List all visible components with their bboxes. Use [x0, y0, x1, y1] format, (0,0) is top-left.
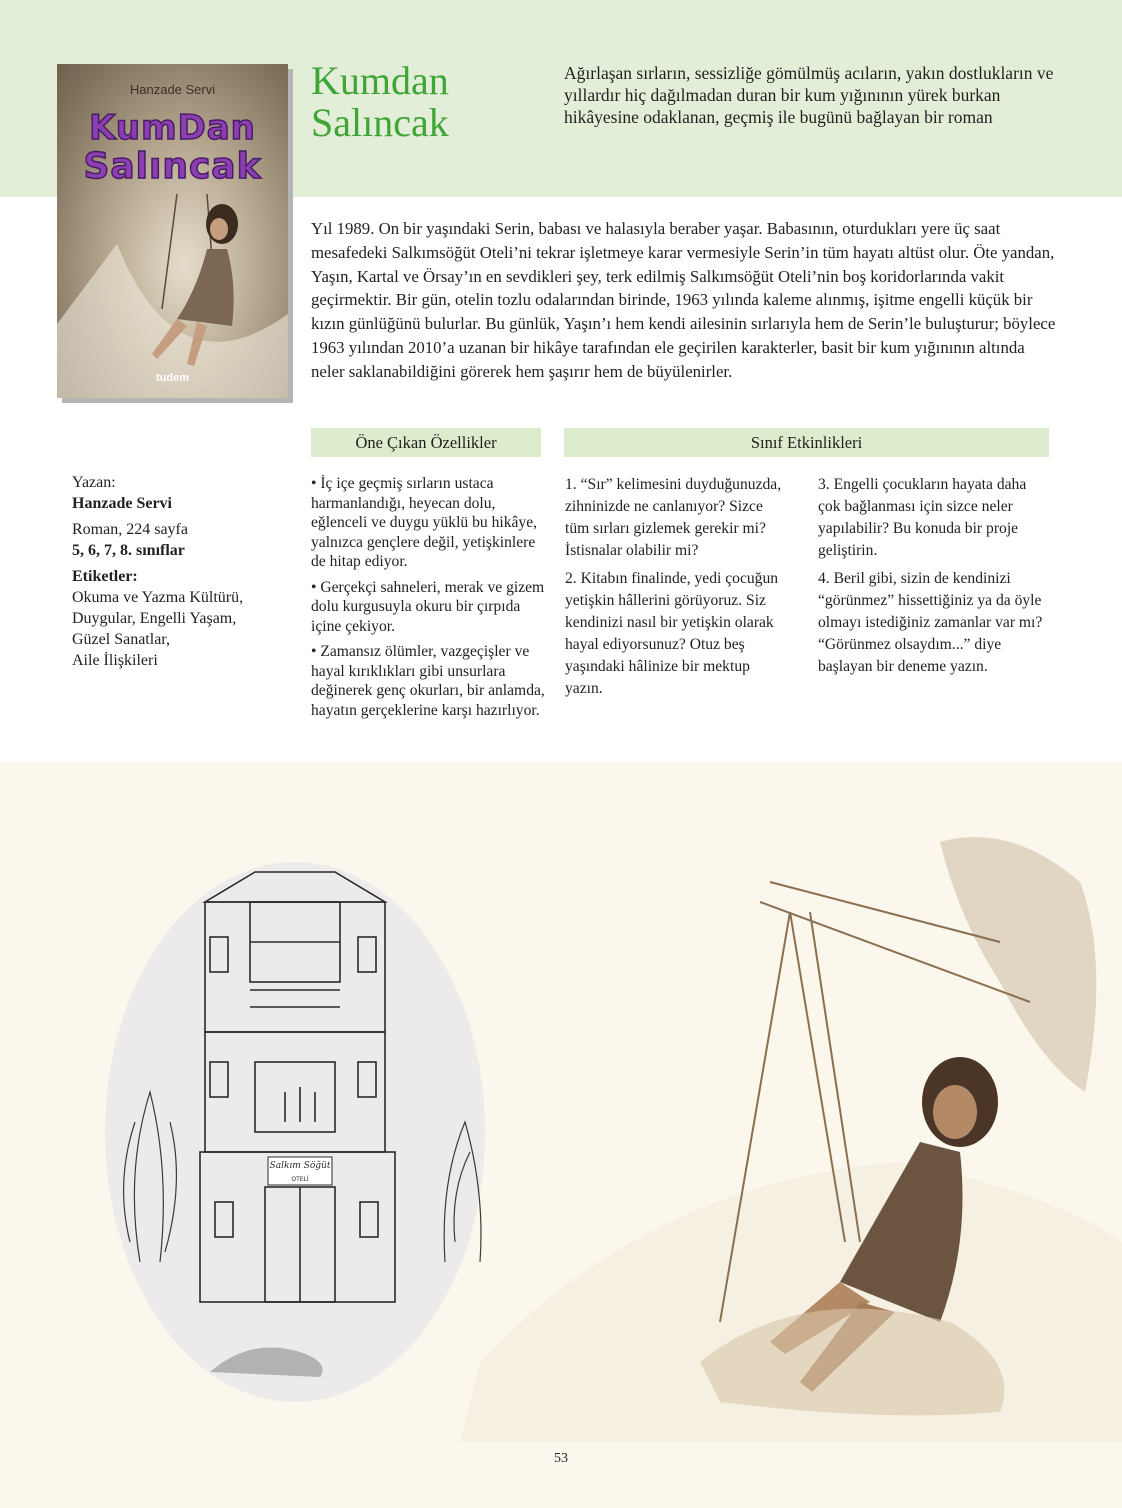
- activities-column-2: [818, 474, 1043, 684]
- cover-title-line2: Salıncak: [83, 146, 262, 187]
- activities-column-1: [565, 474, 790, 706]
- feature-item: • İç içe geçmiş sırların ustaca harmanlandığı, heyecan dolu, eğlenceli ve duygu yüklü bu hikâye, yalnızca gençlere değil, yetişkinlere de hitap ediyor.: [311, 475, 538, 570]
- feature-item: • Gerçekçi sahneleri, merak ve gizem dolu kurgusuyla okuru bir çırpıda içine çekiyor.: [311, 578, 545, 635]
- tags-label: Etiketler:: [72, 568, 138, 585]
- hotel-sign-name: Salkım Söğüt: [269, 1161, 331, 1171]
- book-cover: [57, 64, 288, 398]
- bottom-illustration: [0, 762, 1122, 1442]
- book-meta: [72, 472, 282, 671]
- tags-line: Aile İlişkileri: [72, 652, 158, 669]
- girl-on-swing-illustration: [460, 837, 1122, 1442]
- features-heading: Öne Çıkan Özellikler: [311, 428, 541, 457]
- activity-item: 2. Kitabın finalinde, yedi çocuğun yetişkin hâllerini görüyoruz. Siz kendinizi nasıl bir yetişkin olarak hayal ediyorsunuz? Otuz beş yaşındaki hâlinize bir mektup yazın.: [565, 570, 779, 697]
- activity-item: 3. Engelli çocukların hayata daha çok bağlanması için sizce neler yapılabilir? Bu konuda bir proje geliştirin.: [818, 476, 1027, 559]
- features-list: [311, 474, 551, 726]
- activity-item: 1. “Sır” kelimesini duyduğunuzda, zihninizde ne canlanıyor? Sizce tüm sırları gizlemek gerekir mi? İstisnalar olabilir mi?: [565, 476, 782, 559]
- book-title: [311, 60, 551, 144]
- grade-levels: 5, 6, 7, 8. sınıflar: [72, 542, 185, 559]
- feature-item: • Zamansız ölümler, vazgeçişler ve hayal kırıklıkları gibi unsurlara değinerek genç okurları, bir anlamda, hayatın gerçeklerine karşı hazırlıyor.: [311, 643, 545, 719]
- cover-author: Hanzade Servi: [129, 82, 216, 97]
- author-name: Hanzade Servi: [72, 495, 172, 512]
- book-summary: Yıl 1989. On bir yaşındaki Serin, babası ve halasıyla beraber yaşar. Babasının, oturdukları yere üç saat mesafedeki Salkımsöğüt Oteli’ni tekrar işletmeye karar vermesiyle Serin’in tüm hayatı altüst olur. Öte yandan, Yaşın, Kartal ve Örsay’ın en sevdikleri şey, terk edilmiş Salkımsöğüt Oteli’nin boş koridorlarında vakit geçirmektir. Bir gün, otelin tozlu odalarından birinde, 1963 yılında kaleme alınmış, işitme engelli küçük bir kızın günlüğünü bulurlar. Bu günlük, Yaşın’ı hem kendi ailesinin sırlarıyla hem de Serin’le buluşturur; böylece 1963 yılından 2010’a uzanan bir hikâye tarafından ele geçirilen karakterler, basit bir kum yığınının altında neler saklanabildiğini görerek hem şaşırır hem de büyülenirler.: [311, 219, 1056, 381]
- cover-title-line1: KumDan: [89, 108, 256, 148]
- tags-line: Güzel Sanatlar,: [72, 631, 170, 648]
- hotel-sign-subtitle: OTELİ: [291, 1176, 309, 1183]
- book-format: Roman, 224 sayfa: [72, 521, 188, 538]
- author-label: Yazan:: [72, 474, 116, 491]
- tags-line: Okuma ve Yazma Kültürü,: [72, 589, 244, 606]
- page-number: 53: [554, 1451, 568, 1466]
- tags-line: Duygular, Engelli Yaşam,: [72, 610, 237, 627]
- hotel-sketch-illustration: [105, 862, 485, 1402]
- book-title-line2: Salıncak: [311, 100, 449, 145]
- book-title-line1: Kumdan: [311, 58, 449, 103]
- activities-heading: Sınıf Etkinlikleri: [564, 428, 1049, 457]
- book-tagline: Ağırlaşan sırların, sessizliğe gömülmüş acıların, yakın dostlukların ve yıllardır hiç dağılmadan duran bir kum yığınının yürek burkan hikâyesine odaklanan, geçmiş ile bugünü bağlayan bir roman: [564, 63, 1054, 127]
- cover-publisher: tudem: [156, 372, 189, 384]
- activity-item: 4. Beril gibi, sizin de kendinizi “görünmez” hissettiğiniz ya da öyle olmayı istediğiniz zamanlar var mı? “Görünmez olsaydım...” diye başlayan bir deneme yazın.: [818, 570, 1043, 675]
